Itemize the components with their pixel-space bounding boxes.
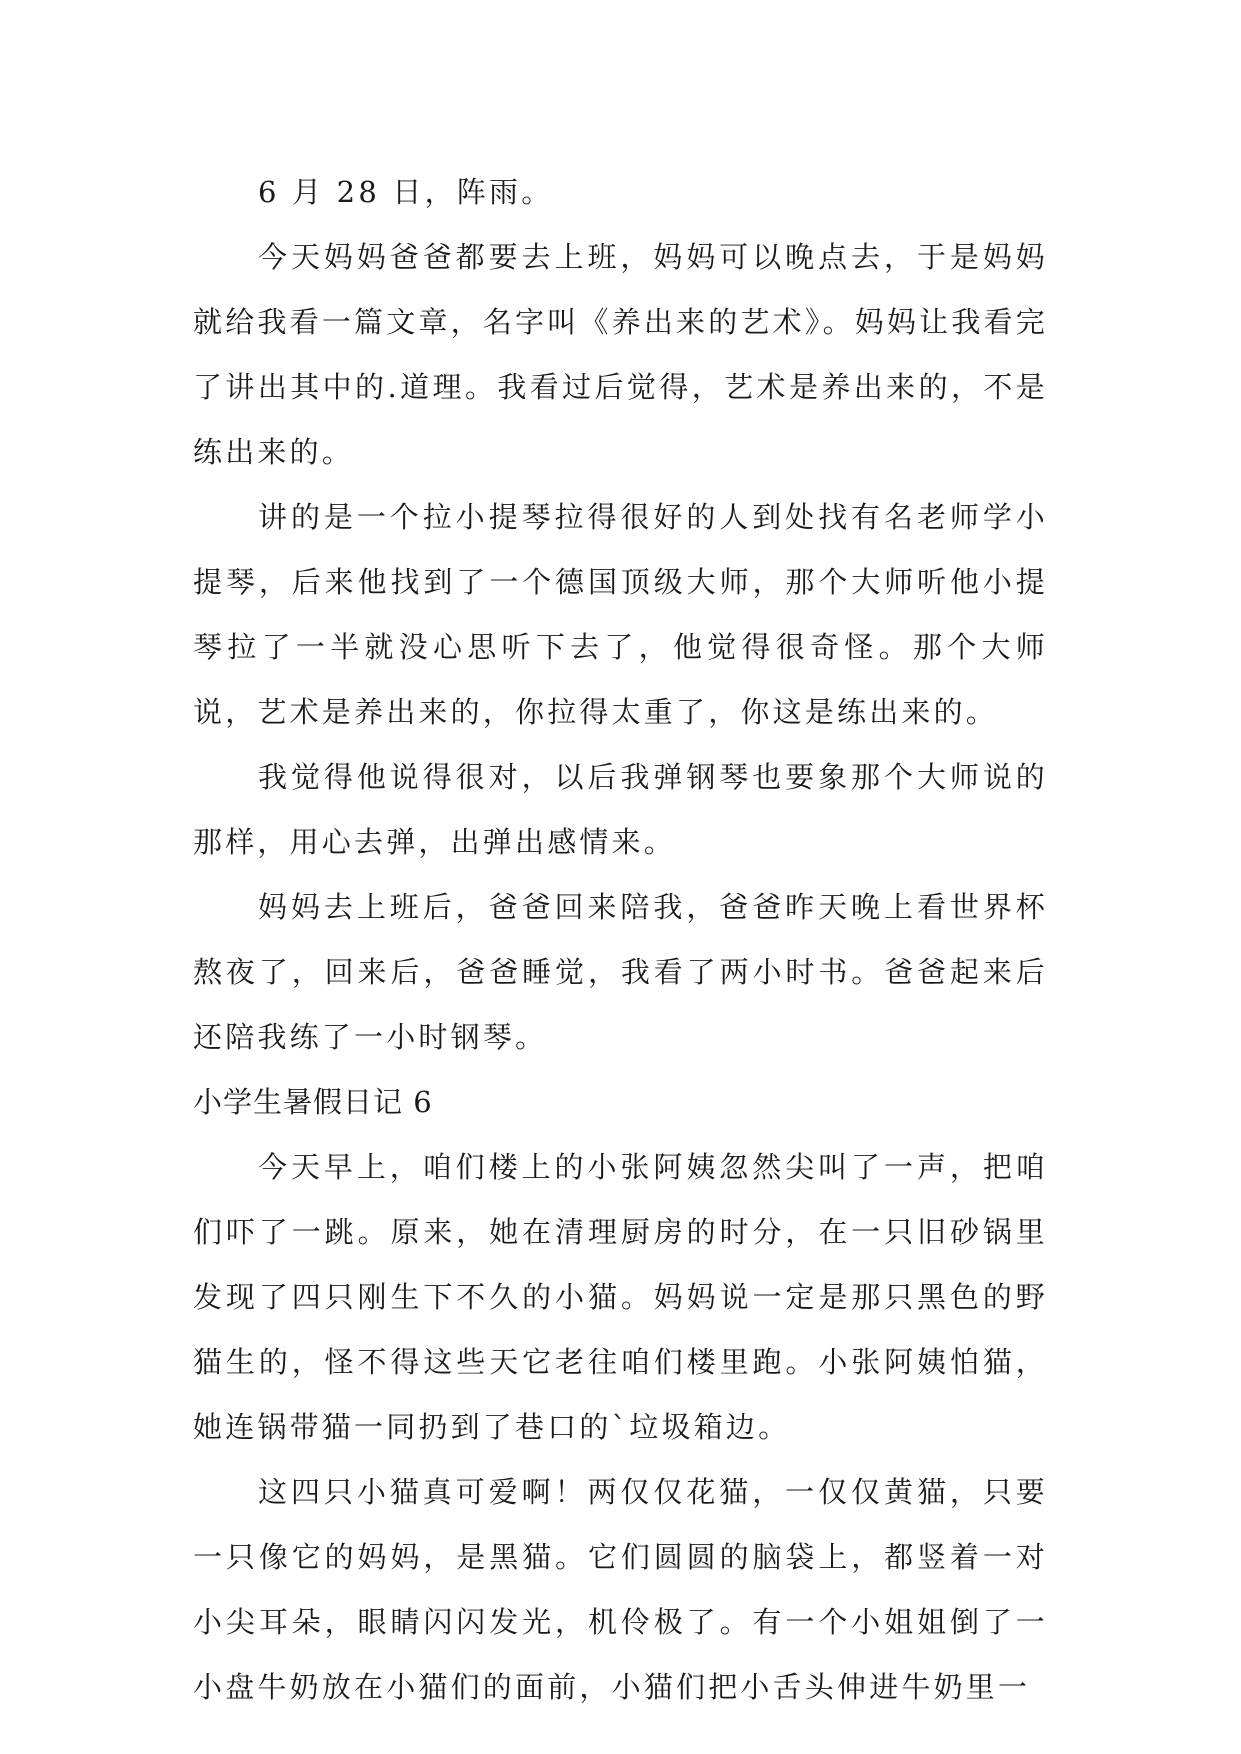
paragraph-date: 6 月 28 日，阵雨。 — [258, 175, 554, 209]
document-body — [193, 160, 1048, 1720]
paragraph-article: 今天妈妈爸爸都要去上班，妈妈可以晚点去，于是妈妈就给我看一篇文章，名字叫《养出来的艺术》。妈妈让我看完了讲出其中的.道理。我看过后觉得，艺术是养出来的，不是练出来的。 — [193, 240, 1048, 469]
paragraph-afternoon: 妈妈去上班后，爸爸回来陪我，爸爸昨天晚上看世界杯熬夜了，回来后，爸爸睡觉，我看了两小时书。爸爸起来后还陪我练了一小时钢琴。 — [193, 890, 1048, 1054]
paragraph-kittens-found: 今天早上，咱们楼上的小张阿姨忽然尖叫了一声，把咱们吓了一跳。原来，她在清理厨房的时分，在一只旧砂锅里发现了四只刚生下不久的小猫。妈妈说一定是那只黑色的野猫生的，怪不得这些天它老往咱们楼里跑。小张阿姨怕猫，她连锅带猫一同扔到了巷口的`垃圾箱边。 — [193, 1150, 1048, 1444]
paragraph-kittens-described: 这四只小猫真可爱啊！两仅仅花猫，一仅仅黄猫，只要一只像它的妈妈，是黑猫。它们圆圆的脑袋上，都竖着一对小尖耳朵，眼睛闪闪发光，机伶极了。有一个小姐姐倒了一小盘牛奶放在小猫们的面前，小猫们把小舌头伸进牛奶里一 — [193, 1475, 1048, 1704]
paragraph-reflection: 我觉得他说得很对，以后我弹钢琴也要象那个大师说的那样，用心去弹，出弹出感情来。 — [193, 760, 1048, 859]
paragraph-violin-story: 讲的是一个拉小提琴拉得很好的人到处找有名老师学小提琴，后来他找到了一个德国顶级大师，那个大师听他小提琴拉了一半就没心思听下去了，他觉得很奇怪。那个大师说，艺术是养出来的，你拉得太重了，你这是练出来的。 — [193, 500, 1048, 729]
section-heading: 小学生暑假日记 6 — [193, 1085, 433, 1119]
